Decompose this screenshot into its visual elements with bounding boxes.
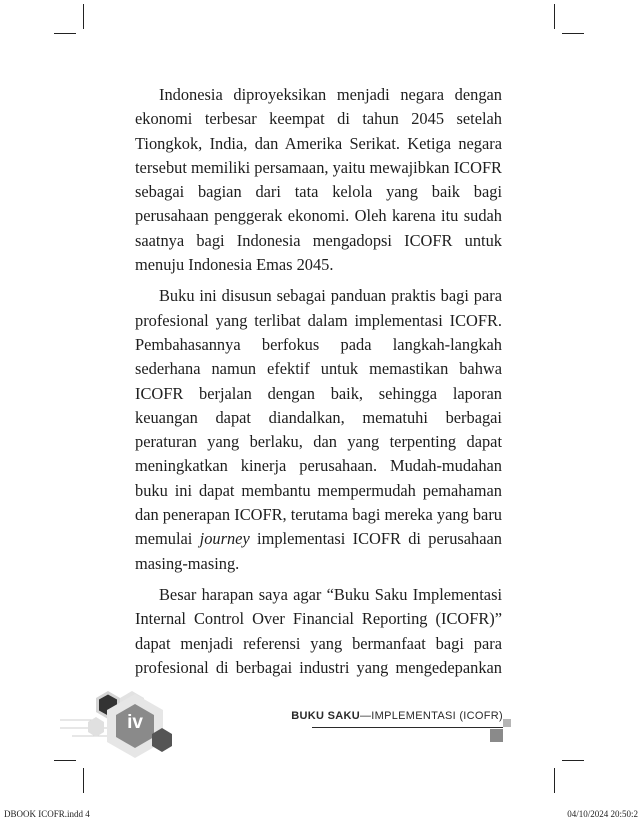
- crop-mark-bottom-left-horizontal: [54, 760, 76, 761]
- paragraph-1-text: Indonesia diproyeksikan menjadi negara dengan ekonomi terbesar keempat di tahun 2045 setelah Tiongkok, India, dan Amerika Serikat. Ketiga negara tersebut memiliki persamaan, yaitu mewajibkan ICOFR sebagai bagian dari tata kelola yang baik bagi perusahaan penggerak ekonomi. Oleh karena itu sudah saatnya bagi Indonesia mengadopsi ICOFR untuk menuju Indonesia Emas 2045.: [135, 85, 502, 275]
- running-head-subtitle: —IMPLEMENTASI (ICOFR): [360, 710, 503, 722]
- running-head: [291, 710, 503, 722]
- paragraph-3: [135, 583, 502, 680]
- footer-square-small: [503, 719, 511, 727]
- paragraph-2-text-a: Buku ini disusun sebagai panduan praktis bagi para profesional yang terlibat dalam implementasi ICOFR. Pembahasannya berfokus pada langkah-langkah sederhana namun efektif untuk memastikan bahwa ICOFR berjalan dengan baik, sehingga laporan keuangan dapat diandalkan, mematuhi berbagai peraturan yang berlaku, dan yang terpenting dapat meningkatkan kinerja perusahaan. Mudah-mudahan buku ini dapat membantu mempermudah pemahaman dan penerapan ICOFR, terutama bagi mereka yang baru memulai: [135, 286, 502, 549]
- crop-mark-top-right-horizontal: [562, 33, 584, 34]
- crop-mark-top-left-vertical: [83, 4, 84, 29]
- paragraph-3-text: Besar harapan saya agar “Buku Saku Implementasi Internal Control Over Financial Reporting (ICOFR)” dapat menjadi referensi yang bermanfaat bagi para profesional di berbagai industri yang mengedepankan: [135, 584, 502, 677]
- slug-timestamp: 04/10/2024 20:50:2: [567, 809, 638, 819]
- running-head-title: BUKU SAKU: [291, 710, 360, 722]
- crop-mark-bottom-left-vertical: [83, 768, 84, 793]
- crop-mark-top-left-horizontal: [54, 33, 76, 34]
- slug-file-name: DBOOK ICOFR.indd 4: [4, 809, 90, 819]
- crop-mark-bottom-right-horizontal: [562, 760, 584, 761]
- paragraph-2-text-b: implementasi ICOFR di perusahaan masing-masing.: [135, 529, 502, 573]
- page-number: iv: [127, 712, 143, 733]
- crop-mark-bottom-right-vertical: [554, 768, 555, 793]
- paragraph-2: [135, 284, 502, 576]
- footer-square-large: [490, 729, 503, 742]
- paragraph-2-italic-term: journey: [199, 529, 250, 549]
- crop-mark-top-right-vertical: [554, 4, 555, 29]
- body-text: [135, 83, 502, 687]
- footer-rule: [312, 727, 503, 728]
- paragraph-1: [135, 83, 502, 277]
